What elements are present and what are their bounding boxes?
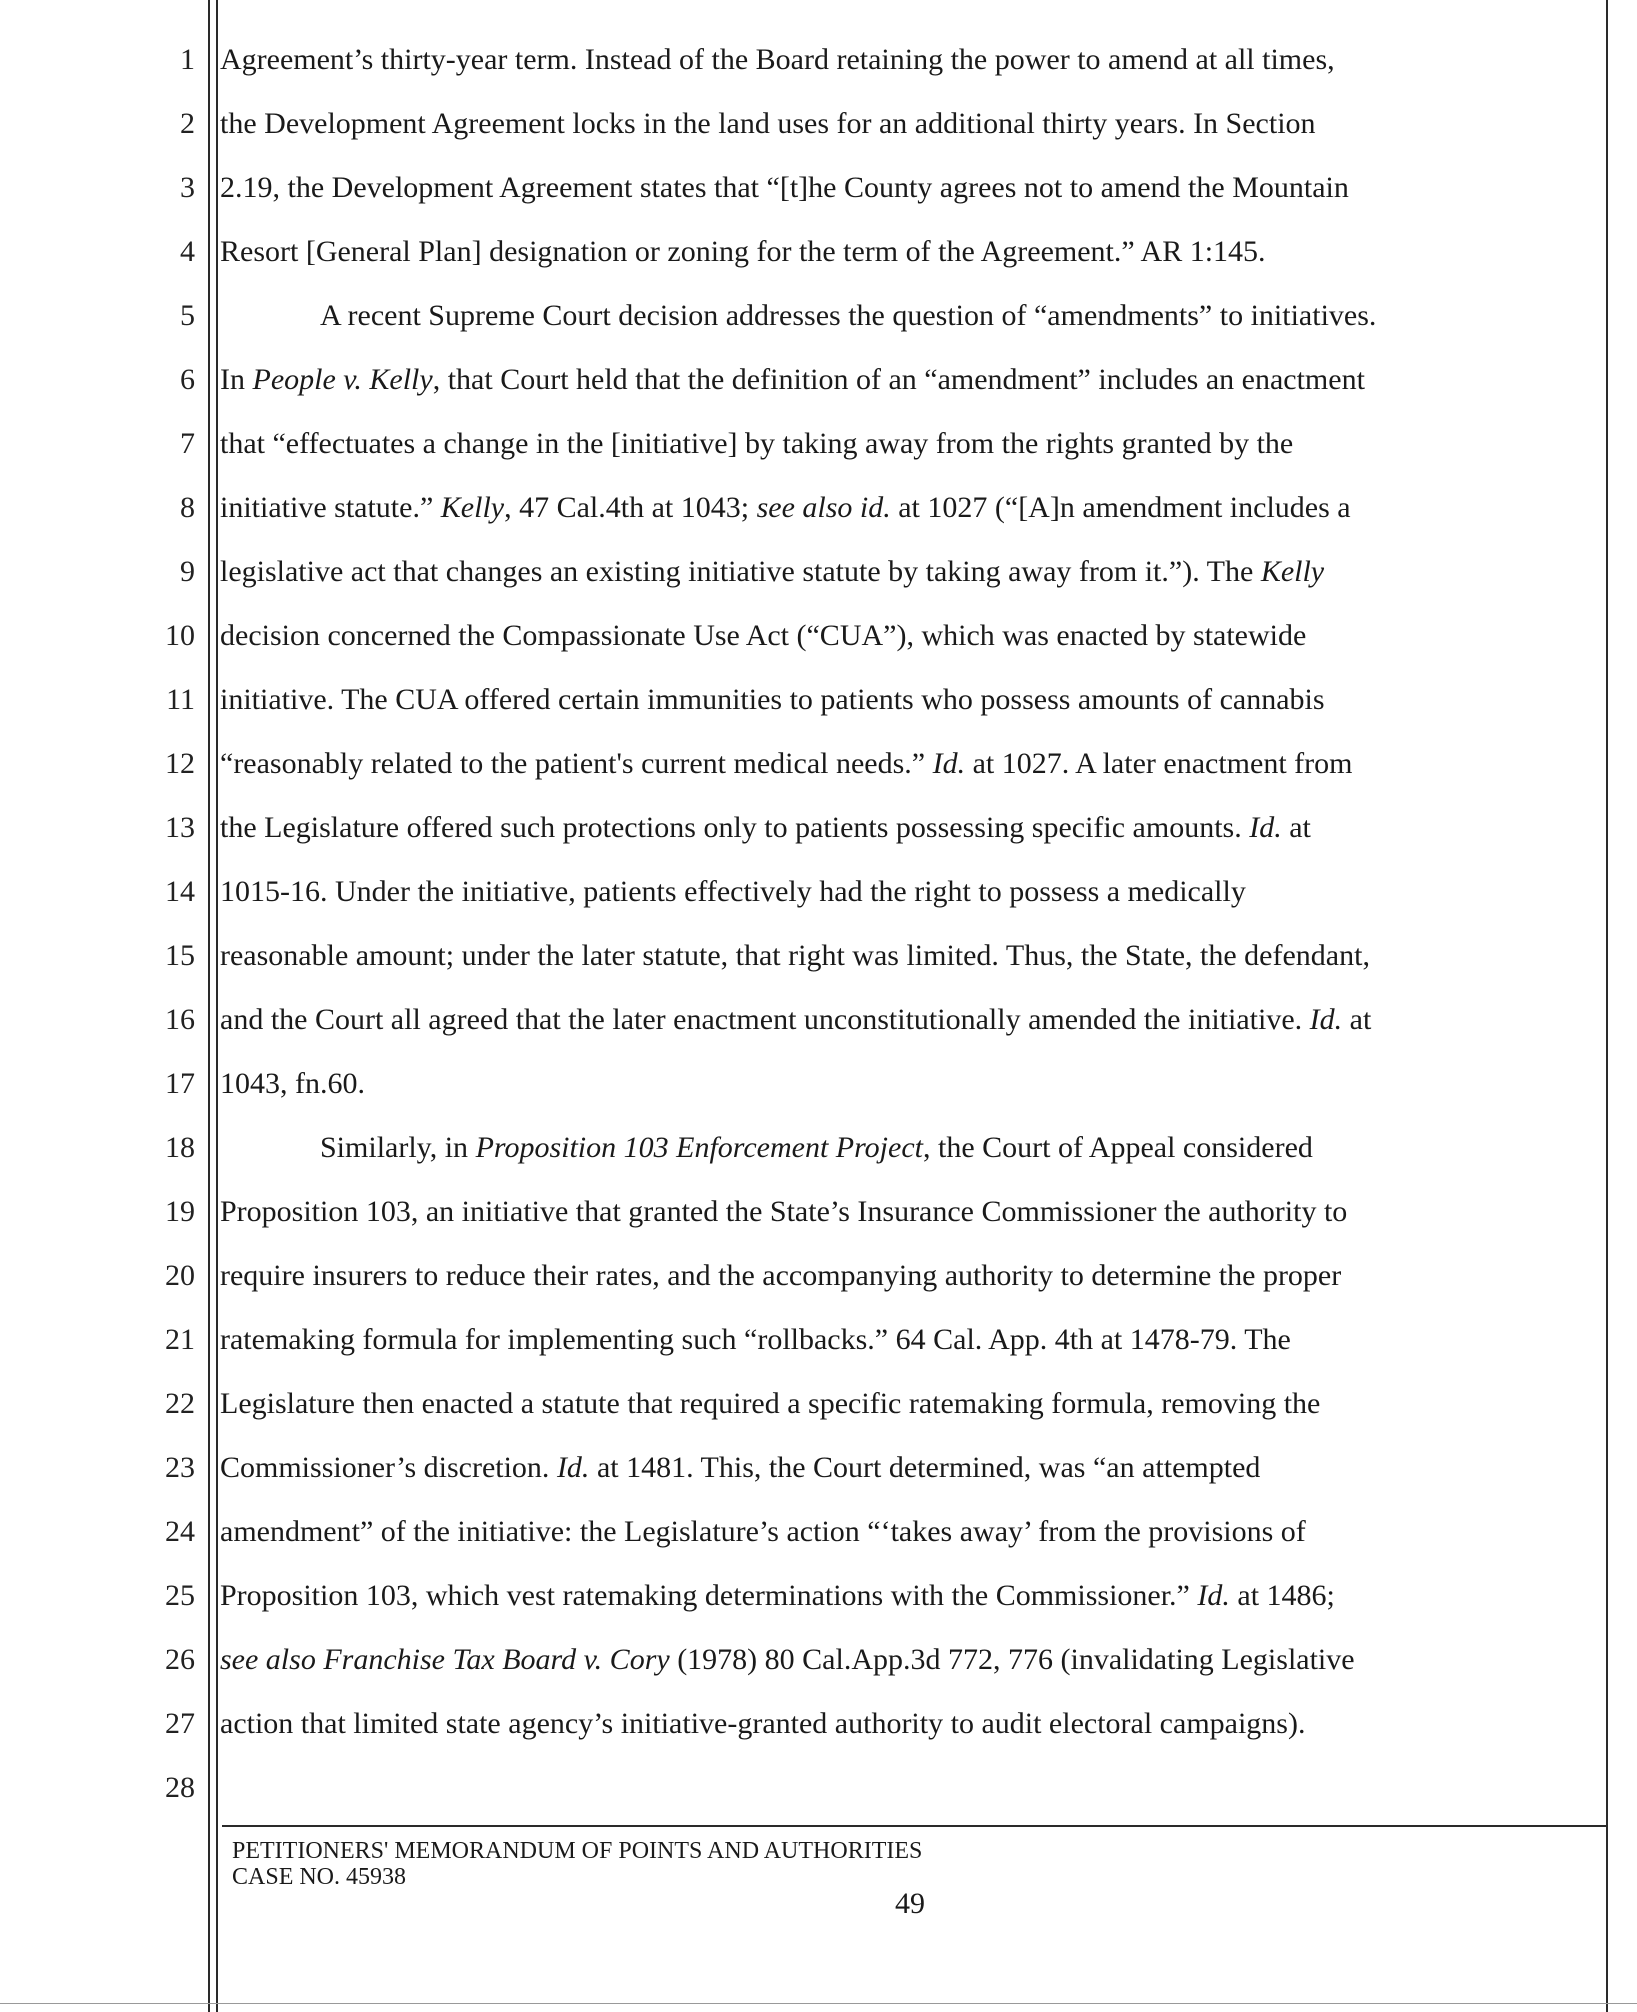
text-line: reasonable amount; under the later statute, that right was limited. Thus, the State, the defendant, (220, 939, 1370, 972)
line-number: 5 (180, 299, 195, 332)
line-number: 17 (165, 1067, 195, 1100)
line-number: 1 (180, 43, 195, 76)
footer-case-number: CASE NO. 45938 (232, 1864, 407, 1890)
citation-signal: Id. (556, 1451, 590, 1484)
margin-rule-left-outer (208, 0, 210, 2012)
page-number: 49 (895, 1887, 925, 1920)
case-citation: Proposition 103 Enforcement Project (475, 1131, 923, 1164)
line-number: 12 (165, 747, 195, 780)
footer (232, 1838, 922, 1890)
text-line: that “effectuates a change in the [initiative] by taking away from the rights granted by the (220, 427, 1294, 460)
line-number: 24 (165, 1515, 195, 1548)
margin-rule-right (1606, 0, 1608, 2012)
line-number: 4 (180, 235, 195, 268)
text-line: the Development Agreement locks in the land uses for an additional thirty years. In Section (220, 107, 1316, 140)
case-citation: People v. Kelly (252, 363, 433, 396)
text-line: amendment” of the initiative: the Legislature’s action “‘takes away’ from the provisions of (220, 1515, 1306, 1548)
text-line: Similarly, in Proposition 103 Enforcement Project, the Court of Appeal considered (320, 1131, 1313, 1164)
margin-rule-left-inner (216, 0, 218, 2012)
text-line: legislative act that changes an existing initiative statute by taking away from it.”). The Kelly (220, 555, 1325, 588)
line-number: 20 (165, 1259, 195, 1292)
text-line: 1043, fn.60. (220, 1067, 365, 1100)
text-line: Legislature then enacted a statute that required a specific ratemaking formula, removing the (220, 1387, 1321, 1420)
citation-signal: Id. (1309, 1003, 1343, 1036)
line-number: 14 (165, 875, 195, 908)
text-line: action that limited state agency’s initiative-granted authority to audit electoral campaigns). (220, 1707, 1306, 1740)
case-citation: Kelly (440, 491, 505, 524)
citation-signal: see also id. (756, 491, 891, 524)
line-number: 19 (165, 1195, 195, 1228)
page-edge-rule (0, 2003, 1637, 2004)
line-number: 23 (165, 1451, 195, 1484)
line-number: 26 (165, 1643, 195, 1676)
case-citation: Kelly (1260, 555, 1325, 588)
line-number: 25 (165, 1579, 195, 1612)
line-number: 15 (165, 939, 195, 972)
line-number: 11 (166, 683, 195, 716)
line-number: 28 (165, 1771, 195, 1804)
line-number: 2 (180, 107, 195, 140)
citation-signal: Id. (1197, 1579, 1230, 1612)
text-line: require insurers to reduce their rates, and the accompanying authority to determine the proper (220, 1259, 1342, 1292)
citation-signal: Id. (1249, 811, 1282, 844)
text-line: 1015-16. Under the initiative, patients effectively had the right to possess a medically (220, 875, 1246, 908)
text-line: initiative. The CUA offered certain immunities to patients who possess amounts of cannabis (220, 683, 1325, 716)
line-number: 8 (180, 491, 195, 524)
line-number: 13 (165, 811, 195, 844)
line-number: 10 (165, 619, 195, 652)
line-number: 21 (165, 1323, 195, 1356)
line-number: 18 (165, 1131, 195, 1164)
line-number: 6 (180, 363, 195, 396)
text-line: “reasonably related to the patient's current medical needs.” Id. at 1027. A later enactment from (220, 747, 1353, 780)
line-number: 27 (165, 1707, 195, 1740)
text-line: In People v. Kelly, that Court held that the definition of an “amendment” includes an enactment (220, 363, 1365, 396)
text-line: Resort [General Plan] designation or zoning for the term of the Agreement.” AR 1:145. (220, 235, 1266, 268)
text-line: 2.19, the Development Agreement states that “[t]he County agrees not to amend the Mountain (220, 171, 1349, 204)
text-line: A recent Supreme Court decision addresses the question of “amendments” to initiatives. (320, 299, 1377, 332)
text-line: ratemaking formula for implementing such “rollbacks.” 64 Cal. App. 4th at 1478-79. The (220, 1323, 1291, 1356)
text-line: Agreement’s thirty-year term. Instead of the Board retaining the power to amend at all times, (220, 43, 1335, 76)
text-line: initiative statute.” Kelly, 47 Cal.4th at 1043; see also id. at 1027 (“[A]n amendment includes a (220, 491, 1351, 524)
footer-rule (222, 1825, 1606, 1827)
line-number: 3 (180, 171, 195, 204)
line-number: 22 (165, 1387, 195, 1420)
text-line: Proposition 103, which vest ratemaking determinations with the Commissioner.” Id. at 1486; (220, 1579, 1335, 1612)
text-line: and the Court all agreed that the later enactment unconstitutionally amended the initiative. Id. at (220, 1003, 1372, 1036)
text-line: decision concerned the Compassionate Use Act (“CUA”), which was enacted by statewide (220, 619, 1307, 652)
footer-title: PETITIONERS' MEMORANDUM OF POINTS AND AUTHORITIES (232, 1838, 923, 1864)
text-line: see also Franchise Tax Board v. Cory (1978) 80 Cal.App.3d 772, 776 (invalidating Legislative (220, 1643, 1355, 1676)
text-line: Proposition 103, an initiative that granted the State’s Insurance Commissioner the authority to (220, 1195, 1348, 1228)
line-number: 7 (180, 427, 195, 460)
case-citation: see also Franchise Tax Board v. Cory (220, 1643, 670, 1676)
citation-signal: Id. (932, 747, 966, 780)
text-line: Commissioner’s discretion. Id. at 1481. This, the Court determined, was “an attempted (220, 1451, 1261, 1484)
text-line: the Legislature offered such protections only to patients possessing specific amounts. Id. at (220, 811, 1311, 844)
line-number: 9 (180, 555, 195, 588)
line-number: 16 (165, 1003, 195, 1036)
